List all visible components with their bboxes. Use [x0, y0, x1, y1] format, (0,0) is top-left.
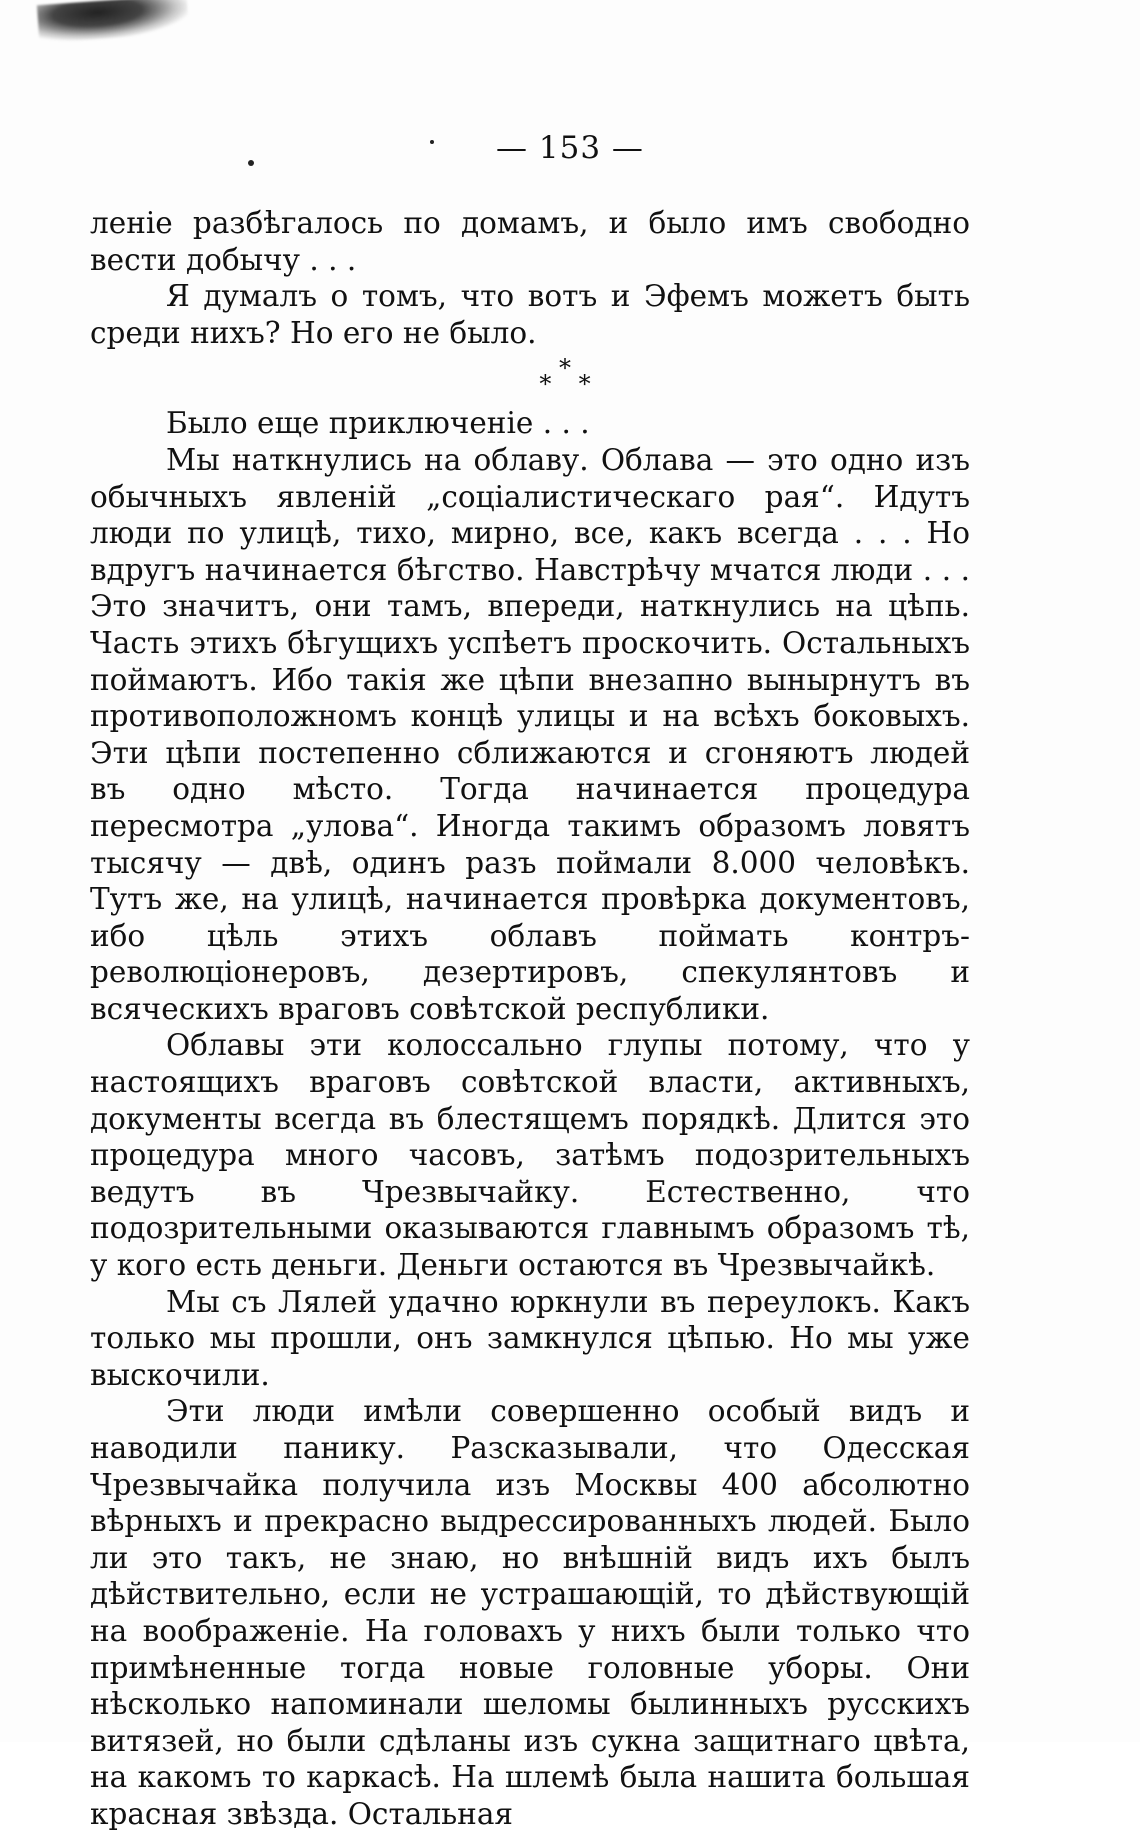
page-number: — 153 — — [496, 130, 644, 166]
section-break-asterism — [90, 351, 970, 405]
scan-smudge — [37, 0, 189, 43]
asterisk: * — [578, 370, 591, 399]
paragraph: Эти люди имѣли совершенно особый видъ и наводили панику. Разсказывали, что Одесская Чрезвычайка получила изъ Москвы 400 абсолютно вѣрныхъ и прекрасно выдрессированныхъ людей. Было ли это такъ, не знаю, но внѣшній видъ ихъ былъ дѣйствительно, если не устрашающій, то дѣйствующій на воображеніе. На головахъ у нихъ были только что примѣненные тогда новые головные уборы. Они нѣсколько напоминали шеломы былинныхъ русскихъ витязей, но были сдѣланы изъ сукна защитнаго цвѣта, на какомъ то каркасѣ. На шлемѣ была нашита большая красная звѣзда. Остальная — [90, 1394, 970, 1831]
paragraph: Было еще приключеніе . . . — [166, 406, 590, 441]
paragraph: Я думалъ о томъ, что вотъ и Эфемъ можетъ быть среди нихъ? Но его не было. — [90, 279, 970, 350]
paragraph: Мы съ Лялей удачно юркнули въ переулокъ. Какъ только мы прошли, онъ замкнулся цѣпью. Но мы уже выскочили. — [90, 1284, 970, 1392]
asterisk: * — [559, 354, 571, 383]
asterisk: * — [539, 370, 552, 399]
paragraph: Мы наткнулись на облаву. Облава — это одно изъ обычныхъ явленій „соціалистическаго рая“. Идутъ люди по улицѣ, тихо, мирно, все, какъ всегда . . . Но вдругъ начинается бѣгство. Навстрѣчу мчатся люди . . . Это значитъ, они тамъ, впереди, наткнулись на цѣпь. Часть этихъ бѣгущихъ успѣетъ проскочить. Остальныхъ поймаютъ. Ибо такія же цѣпи внезапно вынырнутъ въ противоположномъ концѣ улицы и на всѣхъ боковыхъ. Эти цѣпи постепенно сближаются и сгоняютъ людей въ одно мѣсто. Тогда начинается процедура пересмотра „улова“. Иногда такимъ образомъ ловятъ тысячу — двѣ, одинъ разъ поймали 8.000 человѣкъ. Тутъ же, на улицѣ, начинается провѣрка документовъ, ибо цѣль этихъ облавъ поймать контръ-революціонеровъ, дезертировъ, спекулянтовъ и всяческихъ враговъ совѣтской республики. — [90, 442, 970, 1026]
body-text — [90, 205, 970, 1833]
paragraph: леніе разбѣгалось по домамъ, и было имъ свободно вести добычу . . . — [90, 206, 970, 277]
paragraph: Облавы эти колоссально глупы потому, что у настоящихъ враговъ совѣтской власти, активныхъ, документы всегда въ блестящемъ порядкѣ. Длится это процедура много часовъ, затѣмъ подозрительныхъ ведутъ въ Чрезвычайку. Естественно, что подозрительными оказываются главнымъ образомъ тѣ, у кого есть деньги. Деньги остаются въ Чрезвычайкѣ. — [90, 1028, 970, 1283]
